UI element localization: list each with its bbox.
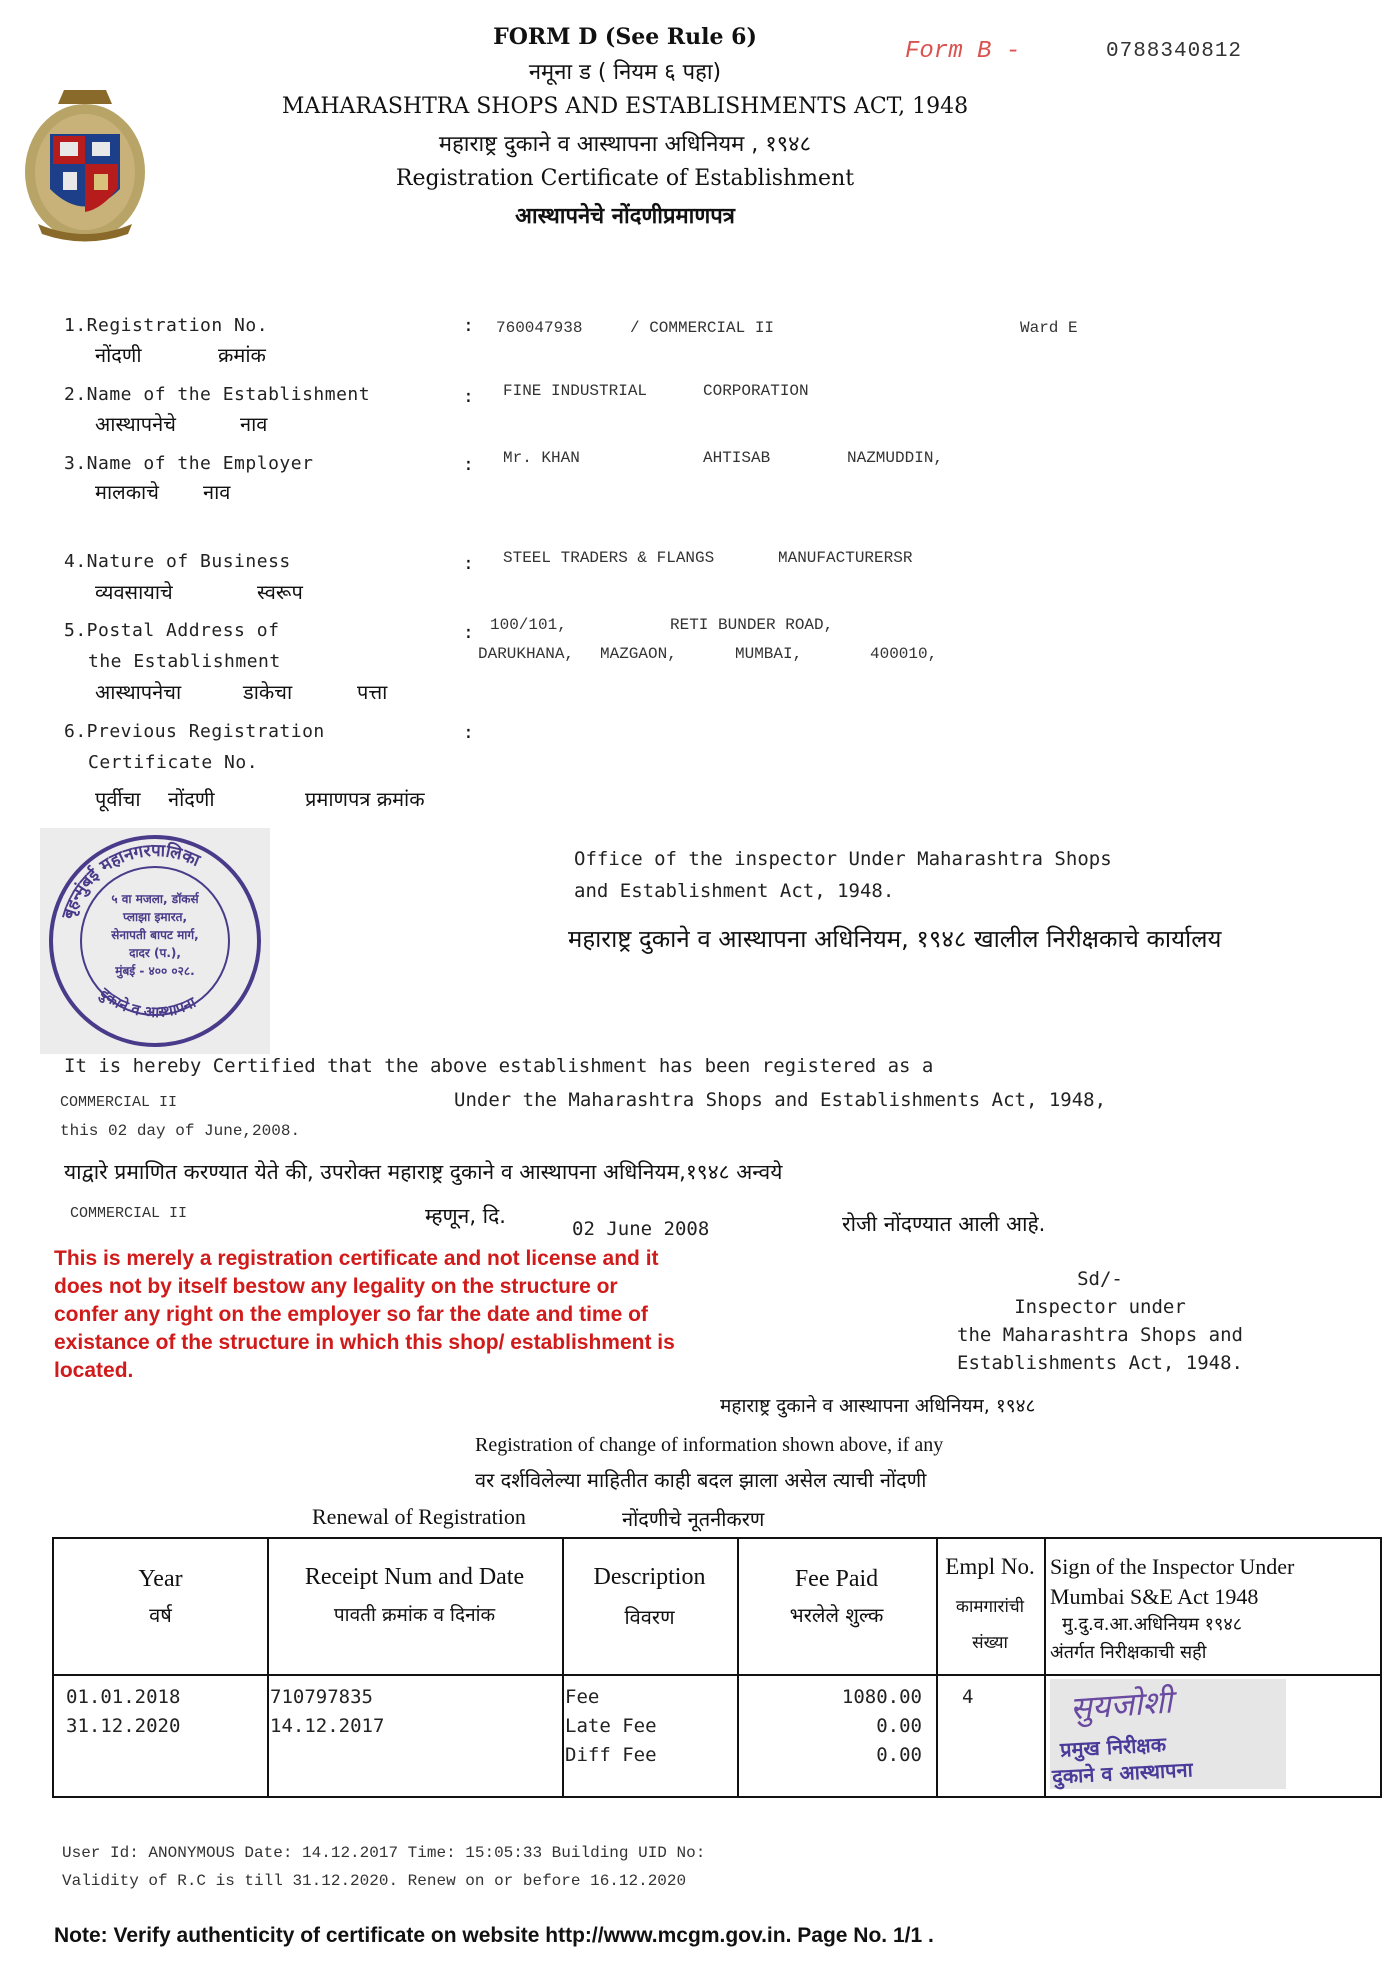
business-nature-label: 4.Nature of Business [64, 551, 291, 572]
col-header-description: Description [593, 1564, 706, 1590]
establishment-name-label: 2.Name of the Establishment [64, 384, 371, 405]
signature-sd: Sd/- [1077, 1268, 1123, 1290]
colon: : [463, 386, 474, 407]
certify-category: COMMERCIAL II [60, 1094, 178, 1111]
employer-name-label: 3.Name of the Employer [64, 453, 314, 474]
certify-line-3: this 02 day of June,2008. [60, 1122, 301, 1140]
act-title: MAHARASHTRA SHOPS AND ESTABLISHMENTS ACT, 1948 [281, 94, 969, 119]
cell-fee-3: 0.00 [876, 1744, 922, 1766]
registration-category: / COMMERCIAL II [630, 319, 775, 337]
business-nature-label-marathi: व्यवसायाचे [95, 580, 173, 604]
signature-marathi: महाराष्ट्र दुकाने व आस्थापना अधिनियम, १९४८ [720, 1395, 1036, 1417]
address-line-1: 100/101, [490, 616, 567, 634]
signature-line-2: the Maharashtra Shops and [957, 1324, 1243, 1346]
cell-year-from: 01.01.2018 [66, 1686, 181, 1708]
col-header-year: Year [138, 1566, 183, 1592]
business-nature-1: STEEL TRADERS & FLANGS [503, 549, 715, 567]
col-header-sign: Sign of the Inspector Under [1050, 1554, 1295, 1579]
cell-desc-2: Late Fee [565, 1715, 657, 1737]
previous-registration-label-marathi-2: नोंदणी [168, 787, 215, 811]
cell-fee-2: 0.00 [876, 1715, 922, 1737]
col-header-employees-marathi: कामगारांची [955, 1597, 1025, 1617]
previous-registration-label: 6.Previous Registration [64, 721, 325, 742]
address-line-2: RETI BUNDER ROAD, [670, 616, 834, 634]
footer-validity-line: Validity of R.C is till 31.12.2020. Renew on or before 16.12.2020 [62, 1872, 687, 1890]
cell-year-to: 31.12.2020 [66, 1715, 181, 1737]
registration-no-value: 760047938 [496, 319, 583, 337]
employer-name-label-marathi: मालकाचे [95, 480, 159, 504]
postal-address-label-marathi-3: पत्ता [357, 680, 388, 704]
cell-receipt-no: 710797835 [270, 1686, 373, 1708]
change-line-marathi: वर दर्शविलेल्या माहितीत काही बदल झाला असेल त्याची नोंदणी [475, 1468, 927, 1492]
form-title-marathi: नमूना ड ( नियम ६ पहा) [528, 60, 722, 85]
col-header-year-marathi: वर्ष [149, 1603, 172, 1627]
certify-line-2: Under the Maharashtra Shops and Establishments Act, 1948, [454, 1089, 1107, 1111]
certify-line-1: It is hereby Certified that the above establishment has been registered as a [64, 1055, 934, 1077]
postal-address-label-2: the Establishment [88, 651, 281, 672]
colon: : [463, 454, 474, 475]
col-header-receipt-marathi: पावती क्रमांक व दिनांक [333, 1604, 496, 1626]
business-nature-2: MANUFACTURERSR [778, 549, 913, 567]
postal-address-label: 5.Postal Address of [64, 620, 280, 641]
cell-desc-1: Fee [565, 1686, 600, 1708]
establishment-name-label-marathi: आस्थापनेचे [95, 412, 176, 436]
certify-line-marathi: याद्वारे प्रमाणित करण्यात येते की, उपरोक्त महाराष्ट्र दुकाने व आस्थापना अधिनियम,१९४८ अन्वये [64, 1160, 783, 1184]
change-line: Registration of change of information shown above, if any [475, 1434, 944, 1456]
col-header-fee-marathi: भरलेले शुल्क [789, 1603, 884, 1627]
office-line-marathi: महाराष्ट्र दुकाने व आस्थापना अधिनियम, १९४८ खालील निरीक्षकाचे कार्यालय [568, 925, 1222, 953]
employer-name-3: NAZMUDDIN, [847, 449, 944, 467]
certificate-title-marathi: आस्थापनेचे नोंदणीप्रमाणपत्र [515, 204, 735, 229]
disclaimer-line-3: confer any right on the employer so far the date and time of [54, 1303, 648, 1326]
certify-date: 02 June 2008 [572, 1218, 710, 1240]
renewal-label: Renewal of Registration [312, 1504, 526, 1529]
business-nature-label-marathi-2: स्वरूप [257, 580, 303, 604]
disclaimer-line-4: existance of the structure in which this shop/ establishment is [54, 1331, 675, 1354]
renewal-table [52, 1537, 1382, 1798]
establishment-name-1: FINE INDUSTRIAL [503, 382, 648, 400]
certify-mhanun: म्हणून, दि. [425, 1204, 506, 1228]
ward: Ward E [1020, 319, 1078, 337]
inspector-stamp-line-2: दुकाने व आस्थापना [1051, 1757, 1194, 1789]
office-line-1: Office of the inspector Under Maharashtra Shops [574, 848, 1112, 870]
stamp-text-2: प्लाझा इमारत, [123, 910, 187, 924]
registration-no-label-marathi: नोंदणी [95, 343, 142, 367]
disclaimer-line-2: does not by itself bestow any legality on the structure or [54, 1275, 618, 1298]
colon: : [463, 553, 474, 574]
registration-no-label-marathi-2: क्रमांक [218, 343, 266, 367]
colon: : [463, 722, 474, 743]
colon: : [463, 622, 474, 643]
col-header-receipt: Receipt Num and Date [304, 1564, 525, 1590]
col-header-fee: Fee Paid [794, 1566, 879, 1592]
address-city: MUMBAI, [735, 645, 803, 663]
registration-no-label: 1.Registration No. [64, 315, 269, 336]
postal-address-label-marathi: आस्थापनेचा [95, 680, 182, 704]
office-line-2: and Establishment Act, 1948. [574, 880, 895, 902]
previous-registration-label-2: Certificate No. [88, 752, 259, 773]
address-locality: MAZGAON, [600, 645, 677, 663]
disclaimer-line-5: located. [54, 1359, 134, 1382]
disclaimer-line-1: This is merely a registration certificate and not license and it [54, 1247, 659, 1270]
stamp-ring-bottom: दुकाने व आस्थापना [96, 984, 199, 1022]
inspector-stamp [1050, 1679, 1286, 1789]
establishment-name-2: CORPORATION [703, 382, 809, 400]
renewal-label-marathi: नोंदणीचे नूतनीकरण [622, 1507, 765, 1531]
inspector-stamp-line-1: प्रमुख निरीक्षक [1059, 1732, 1167, 1762]
previous-registration-label-marathi-3: प्रमाणपत्र क्रमांक [305, 787, 425, 811]
stamp-text-1: ५ वा मजला, डॉकर्स [111, 892, 199, 906]
form-title: FORM D (See Rule 6) [493, 24, 757, 50]
stamp-text-5: मुंबई - ४०० ०२८. [115, 964, 195, 978]
col-header-employees: Empl No. [945, 1554, 1035, 1579]
stamp-text-3: सेनापती बापट मार्ग, [111, 928, 199, 942]
col-header-employees-marathi-2: संख्या [972, 1633, 1008, 1653]
cell-fee-1: 1080.00 [841, 1686, 922, 1708]
office-round-stamp [40, 828, 270, 1054]
signature-line-3: Establishments Act, 1948. [957, 1352, 1243, 1374]
footer-user-line: User Id: ANONYMOUS Date: 14.12.2017 Time: 15:05:33 Building UID No: [62, 1844, 706, 1862]
signature-line-1: Inspector under [1014, 1296, 1186, 1318]
col-header-description-marathi: विवरण [624, 1605, 675, 1629]
colon: : [463, 315, 474, 336]
inspector-signature: सुयजोशी [1068, 1682, 1174, 1728]
footer-note: Note: Verify authenticity of certificate on website http://www.mcgm.gov.in. Page No. 1/1 . [54, 1924, 934, 1947]
cell-desc-3: Diff Fee [565, 1744, 657, 1766]
certify-end-marathi: रोजी नोंदण्यात आली आहे. [842, 1212, 1046, 1236]
document-number: 0788340812 [1106, 40, 1243, 63]
establishment-name-label-marathi-2: नाव [240, 412, 268, 436]
employer-name-1: Mr. KHAN [503, 449, 580, 467]
col-header-sign-marathi: मु.दु.व.आ.अधिनियम १९४८ [1062, 1614, 1243, 1635]
previous-registration-label-marathi: पूर्वीचा [95, 787, 141, 811]
stamp-text-4: दादर (प.), [129, 946, 181, 960]
svg-text:दुकाने व आस्थापना [95, 983, 200, 1021]
certificate-title: Registration Certificate of Establishment [395, 166, 855, 191]
address-area: DARUKHANA, [478, 645, 575, 663]
col-header-sign-marathi-2: अंतर्गत निरीक्षकाची सही [1050, 1642, 1207, 1663]
form-number: Form B - [905, 38, 1021, 65]
col-header-sign-2: Mumbai S&E Act 1948 [1050, 1584, 1259, 1609]
certify-category-marathi: COMMERCIAL II [70, 1205, 188, 1222]
address-pincode: 400010, [870, 645, 938, 663]
cell-employees: 4 [962, 1686, 974, 1708]
cell-receipt-date: 14.12.2017 [270, 1715, 385, 1737]
stamp-ring-top: बृहन्मुंबई महानगरपालिका [58, 840, 203, 922]
employer-name-label-marathi-2: नाव [203, 480, 231, 504]
postal-address-label-marathi-2: डाकेचा [243, 680, 293, 704]
act-title-marathi: महाराष्ट्र दुकाने व आस्थापना अधिनियम , १९४८ [438, 132, 812, 157]
employer-name-2: AHTISAB [703, 449, 771, 467]
